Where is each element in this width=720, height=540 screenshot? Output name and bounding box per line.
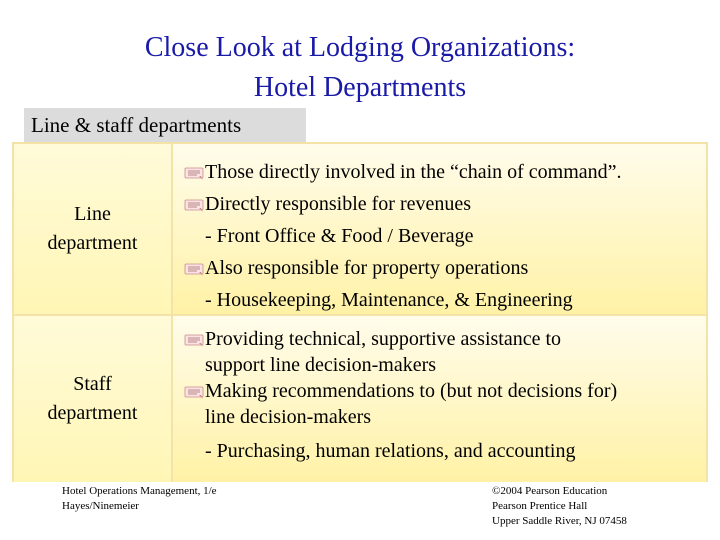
pen-nib-bullet-icon <box>183 197 205 213</box>
label-line-1: Line <box>74 203 111 225</box>
bullet-item <box>183 326 700 352</box>
bullet-continuation <box>183 352 700 378</box>
line-department-row <box>14 144 706 314</box>
bullet-item <box>183 378 700 404</box>
line-department-description <box>173 144 706 314</box>
label-line-2: department <box>47 232 138 254</box>
sub-item <box>183 284 700 316</box>
staff-department-row <box>14 314 706 482</box>
pen-nib-bullet-icon <box>183 384 205 400</box>
sub-item <box>183 220 700 252</box>
footer-line: Pearson Prentice Hall <box>492 500 588 512</box>
pen-nib-bullet-icon <box>183 261 205 277</box>
footer-line: Hayes/Ninemeier <box>62 500 139 512</box>
bullet-continuation <box>183 404 700 430</box>
title-line-2: Hotel Departments <box>253 72 467 103</box>
staff-department-label <box>14 316 173 482</box>
sub-item-text: - Front Office & Food / Beverage <box>205 225 474 247</box>
pen-nib-bullet-icon <box>183 332 205 348</box>
bullet-text: Those directly involved in the “chain of command”. <box>205 161 622 183</box>
footer-line: Upper Saddle River, NJ 07458 <box>492 515 627 527</box>
sub-item <box>183 438 700 464</box>
slide-title <box>0 28 720 108</box>
sub-item-text: - Housekeeping, Maintenance, & Engineering <box>205 289 573 311</box>
bullet-text: Directly responsible for revenues <box>205 193 472 215</box>
departments-table <box>12 142 708 482</box>
bullet-text: Also responsible for property operations <box>205 257 529 279</box>
sub-item-text: - Purchasing, human relations, and accounting <box>205 440 576 462</box>
label-line-1: Staff <box>73 373 112 395</box>
footer-line: ©2004 Pearson Education <box>492 485 608 497</box>
bullet-text: Providing technical, supportive assistance to <box>205 328 562 350</box>
pen-nib-bullet-icon <box>183 165 205 181</box>
bullet-item <box>183 188 700 220</box>
footer-line: Hotel Operations Management, 1/e <box>62 485 217 497</box>
bullet-text: support line decision-makers <box>205 354 437 376</box>
footer-book-credit <box>62 484 217 514</box>
section-heading: Line & staff departments <box>24 108 306 142</box>
bullet-text: line decision-makers <box>205 406 372 428</box>
line-department-label <box>14 144 173 314</box>
title-line-1: Close Look at Lodging Organizations: <box>144 32 576 63</box>
bullet-item <box>183 252 700 284</box>
footer-copyright <box>492 484 627 529</box>
label-line-2: department <box>47 402 138 424</box>
staff-department-description <box>173 316 706 482</box>
bullet-text: Making recommendations to (but not decisions for) <box>205 380 618 402</box>
bullet-item <box>183 156 700 188</box>
